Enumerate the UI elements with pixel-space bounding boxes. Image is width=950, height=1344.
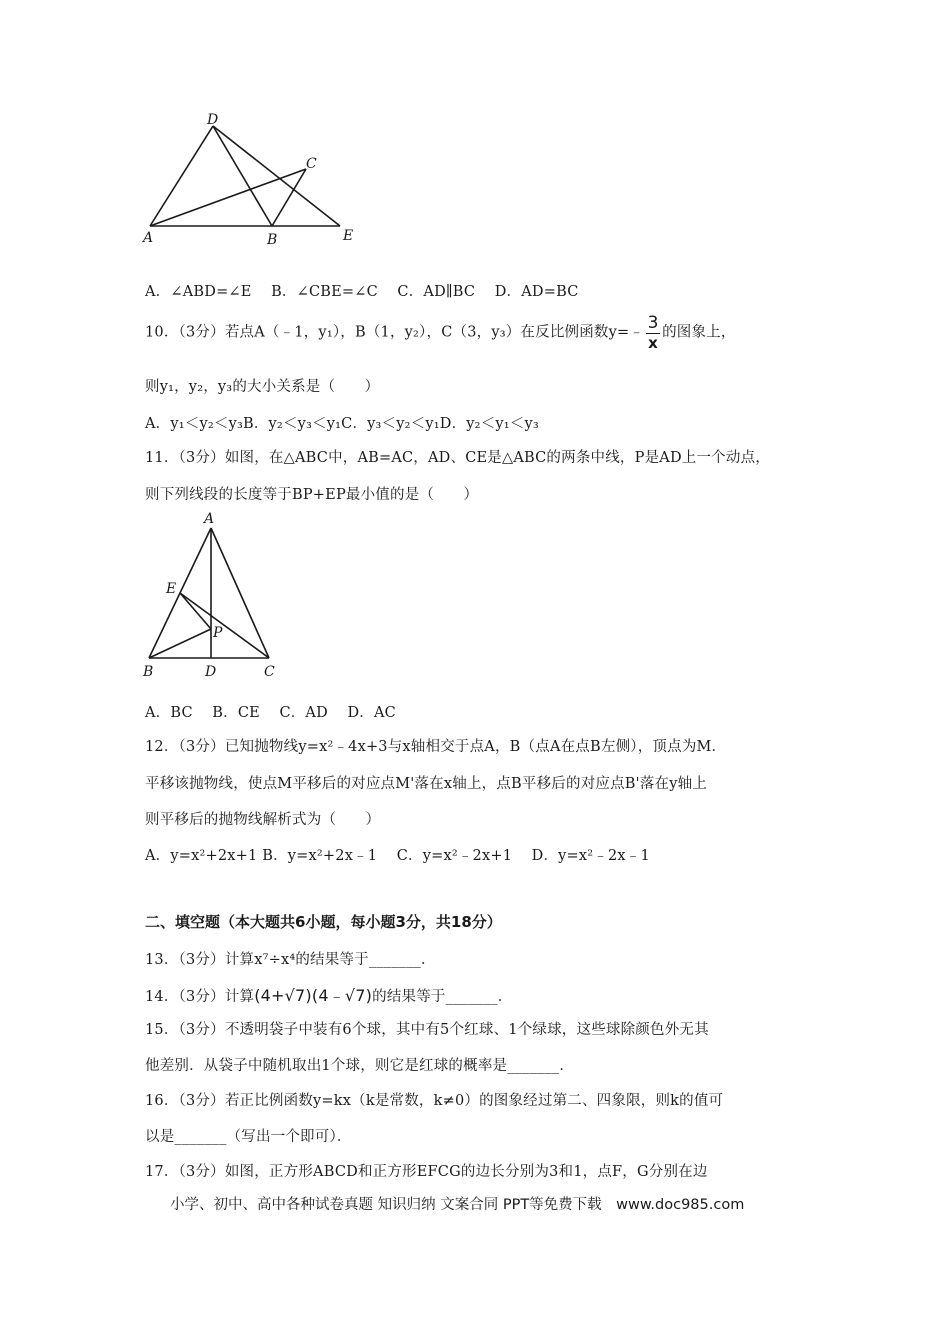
segment-de: [213, 126, 340, 226]
label-e: E: [166, 581, 177, 597]
label-c: C: [264, 664, 275, 680]
q15-line1: 15．（3分）不透明袋子中装有6个球，其中有5个红球、1个绿球，这些球除颜色外无其: [145, 1022, 709, 1038]
q17-line1: 17．（3分）如图，正方形ABCD和正方形EFCG的边长分别为3和1，点F，G分别在边: [145, 1164, 708, 1180]
segment-ac: [150, 169, 306, 226]
q12-line3: 则平移后的抛物线解析式为（ ）: [145, 812, 381, 828]
q14-text-post: 的结果等于_______．: [372, 989, 513, 1005]
q10-text-pre: 10．（3分）若点A（﹣1，y₁），B（1，y₂），C（3，y₃）在反比例函数y=﹣: [145, 324, 645, 341]
q13: 13．（3分）计算x⁷÷x⁴的结果等于_______．: [145, 952, 436, 968]
q11-options: A．BC B．CE C．AD D．AC: [145, 705, 396, 721]
q16-line2: 以是_______（写出一个即可）．: [145, 1129, 352, 1145]
q14-text-pre: 14．（3分）计算: [145, 989, 255, 1005]
q14-expression: (4+√7)(4﹣√7): [254, 986, 373, 1005]
figure-q11: [140, 508, 290, 683]
segment-ep: [180, 593, 211, 629]
q12-options: A．y=x²+2x+1 B．y=x²+2x﹣1 C．y=x²﹣2x+1 D．y=x²﹣2x﹣1: [145, 848, 650, 864]
segment-ad: [150, 126, 213, 226]
q10-frac-den: x: [648, 334, 659, 352]
label-p: P: [213, 625, 223, 641]
label-d: D: [207, 112, 219, 128]
q10-options: A．y₁＜y₂＜y₃B．y₂＜y₃＜y₁C．y₃＜y₂＜y₁D．y₂＜y₁＜y₃: [145, 416, 539, 432]
segment-ec: [180, 593, 269, 658]
q9-options: A．∠ABD=∠E B．∠CBE=∠C C．AD∥BC D．AD=BC: [145, 284, 579, 300]
q11-line2: 则下列线段的长度等于BP+EP最小值的是（ ）: [145, 487, 479, 503]
q15-line2: 他差别．从袋子中随机取出1个球，则它是红球的概率是_______．: [145, 1058, 575, 1074]
q16-line1: 16．（3分）若正比例函数y=kx（k是常数，k≠0）的图象经过第二、四象限，则k的值可: [145, 1093, 724, 1109]
label-a: A: [204, 511, 215, 527]
label-a: A: [143, 230, 154, 246]
q10-frac-num: 3: [647, 313, 659, 333]
label-b: B: [267, 232, 278, 248]
q10-line1: [145, 314, 736, 351]
figure-q9: [140, 110, 370, 250]
q12-line1: 12．（3分）已知抛物线y=x²﹣4x+3与x轴相交于点A，B（点A在点B左侧），顶点为M．: [145, 739, 727, 755]
q10-fraction: [646, 314, 660, 351]
segment-bc: [272, 169, 306, 226]
label-c: C: [306, 156, 317, 172]
q14: [145, 983, 512, 1006]
page-footer: 小学、初中、高中各种试卷真题 知识归纳 文案合同 PPT等免费下载 www.doc985.com: [170, 1197, 745, 1213]
q11-line1: 11．（3分）如图，在△ABC中，AB=AC，AD、CE是△ABC的两条中线，P是AD上一个动点，: [145, 450, 770, 466]
q10-line2: 则y₁，y₂，y₃的大小关系是（ ）: [145, 379, 380, 395]
segment-db: [213, 126, 272, 226]
label-e: E: [343, 228, 354, 244]
label-d: D: [205, 664, 217, 680]
q12-line2: 平移该抛物线，使点M平移后的对应点M'落在x轴上，点B平移后的对应点B'落在y轴上: [145, 776, 708, 792]
q10-text-post: 的图象上，: [662, 324, 736, 341]
segment-bp: [149, 629, 211, 658]
label-b: B: [143, 664, 154, 680]
section2-title: 二、填空题（本大题共6小题，每小题3分，共18分）: [145, 913, 502, 931]
